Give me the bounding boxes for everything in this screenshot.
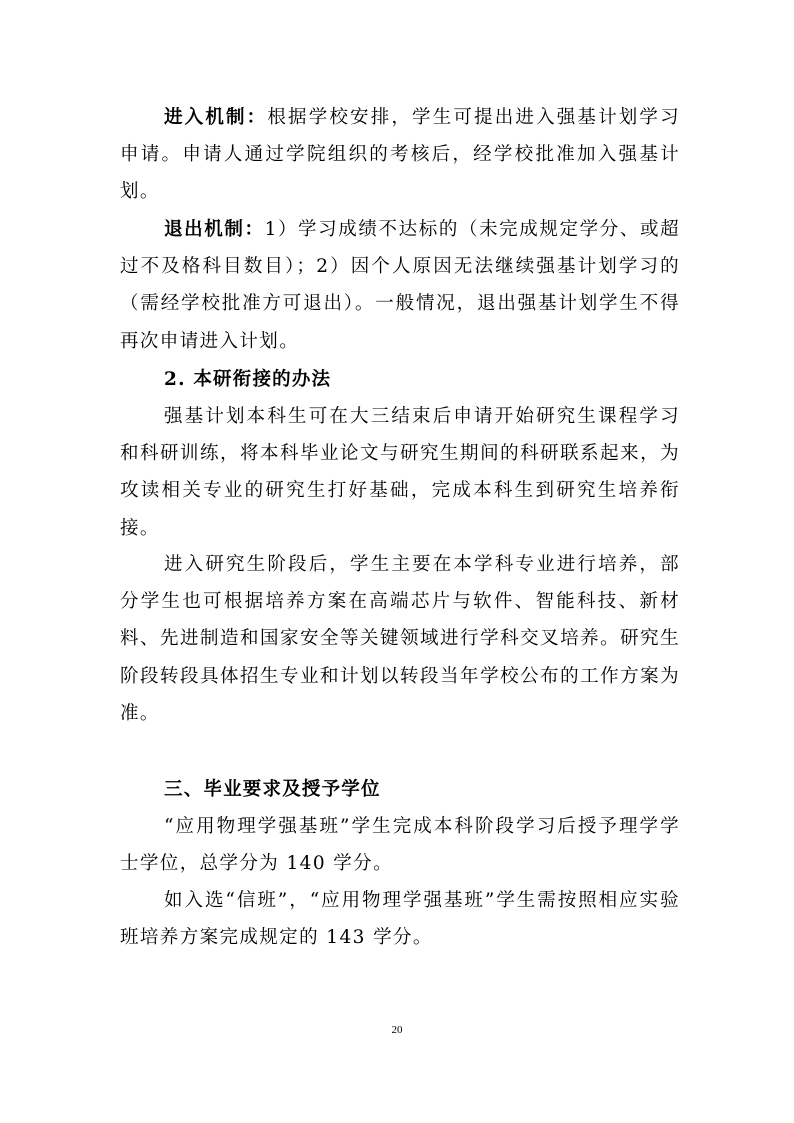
section-3-paragraph-2: 如入选“信班”，“应用物理学强基班”学生需按照相应实验班培养方案完成规定的 143 学分。 <box>120 890 680 949</box>
entry-mechanism-label: 进入机制： <box>164 107 268 128</box>
exit-mechanism-label: 退出机制： <box>164 219 265 240</box>
exit-mechanism-paragraph <box>120 211 680 360</box>
entry-mechanism-paragraph <box>120 99 680 211</box>
page-number: 20 <box>391 1024 403 1036</box>
section-3-paragraph-1: “应用物理学强基班”学生完成本科阶段学习后授予理学学士学位，总学分为 140 学分。 <box>120 816 680 875</box>
entry-mechanism-text: 根据学校安排，学生可提出进入强基计划学习申请。申请人通过学院组织的考核后，经学校批准加入强基计划。 <box>120 107 680 203</box>
section-2-paragraph-2: 进入研究生阶段后，学生主要在本学科专业进行培养，部分学生也可根据培养方案在高端芯片与软件、智能科技、新材料、先进制造和国家安全等关键领域进行学科交叉培养。研究生阶段转段具体招生专业和计划以转段当年学校公布的工作方案为准。 <box>120 554 680 724</box>
exit-mechanism-text: 1）学习成绩不达标的（未完成规定学分、或超过不及格科目数目）；2）因个人原因无法继续强基计划学习的（需经学校批准方可退出）。一般情况，退出强基计划学生不得再次申请进入计划。 <box>120 219 680 352</box>
section-2-paragraph-1: 强基计划本科生可在大三结束后申请开始研究生课程学习和科研训练，将本科毕业论文与研究生期间的科研联系起来，为攻读相关专业的研究生打好基础，完成本科生到研究生培养衔接。 <box>120 406 680 539</box>
section-2-heading: 2. 本研衔接的办法 <box>164 369 332 390</box>
section-3-heading: 三、毕业要求及授予学位 <box>164 779 381 800</box>
